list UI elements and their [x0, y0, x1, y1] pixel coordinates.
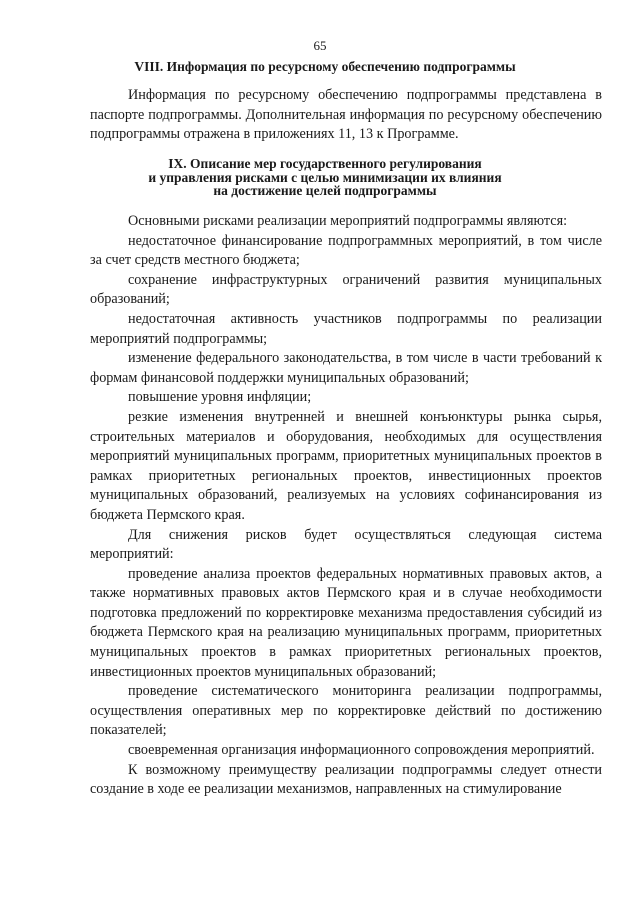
section-ix-heading-line: IX. Описание мер государственного регулирования	[168, 156, 482, 171]
paragraph: сохранение инфраструктурных ограничений развития муниципальных образований;	[90, 271, 602, 308]
paragraph: Для снижения рисков будет осуществляться следующая система мероприятий:	[90, 526, 602, 563]
section-ix-heading	[90, 157, 560, 198]
paragraph: недостаточное финансирование подпрограммных мероприятий, в том числе за счет средств местного бюджета;	[90, 232, 602, 269]
paragraph: К возможному преимуществу реализации подпрограммы следует отнести создание в ходе ее реализации механизмов, направленных на стимулирование	[90, 761, 602, 798]
paragraph: недостаточная активность участников подпрограммы по реализации мероприятий подпрограммы;	[90, 310, 602, 347]
page-number: 65	[313, 38, 327, 53]
section-ix-body	[90, 212, 602, 800]
paragraph: Информация по ресурсному обеспечению подпрограммы представлена в паспорте подпрограммы. Дополнительная информация по ресурсному обеспечению подпрограммы отражена в приложениях 11, 13 к Программе.	[90, 87, 602, 143]
section-viii-body	[90, 86, 602, 145]
section-viii-heading: VIII. Информация по ресурсному обеспечению подпрограммы	[134, 59, 516, 74]
paragraph: изменение федерального законодательства, в том числе в части требований к формам финансовой поддержки муниципальных образований;	[90, 350, 602, 386]
paragraph: повышение уровня инфляции;	[128, 389, 312, 406]
paragraph: Основными рисками реализации мероприятий подпрограммы являются:	[128, 213, 568, 229]
paragraph: своевременная организация информационного сопровождения мероприятий.	[128, 742, 595, 759]
paragraph: проведение анализа проектов федеральных нормативных правовых актов, а также нормативных правовых актов Пермского края и в случае необходимости подготовка предложений по корректировке механизма предоставления субсидий из бюджета Пермского края на реализацию муниципальных программ, приоритетных муниципальных проектов в рамках приоритетных региональных проектов, инвестиционных проектов муниципальных образований;	[90, 565, 602, 680]
section-ix-heading-line: на достижение целей подпрограммы	[213, 183, 437, 198]
section-ix-heading-line: и управления рисками с целью минимизации их влияния	[148, 169, 502, 185]
paragraph: резкие изменения внутренней и внешней конъюнктуры рынка сырья, строительных материалов и оборудования, необходимых для осуществления мероприятий муниципальных программ, приоритетных муниципальных проектов в рамках приоритетных региональных проектов, инвестиционных проектов муниципальных образований, реализуемых на условиях софинансирования из бюджета Пермского края.	[90, 408, 602, 523]
paragraph: проведение систематического мониторинга реализации подпрограммы, осуществления оперативных мер по корректировке действий по достижению показателей;	[90, 683, 602, 739]
